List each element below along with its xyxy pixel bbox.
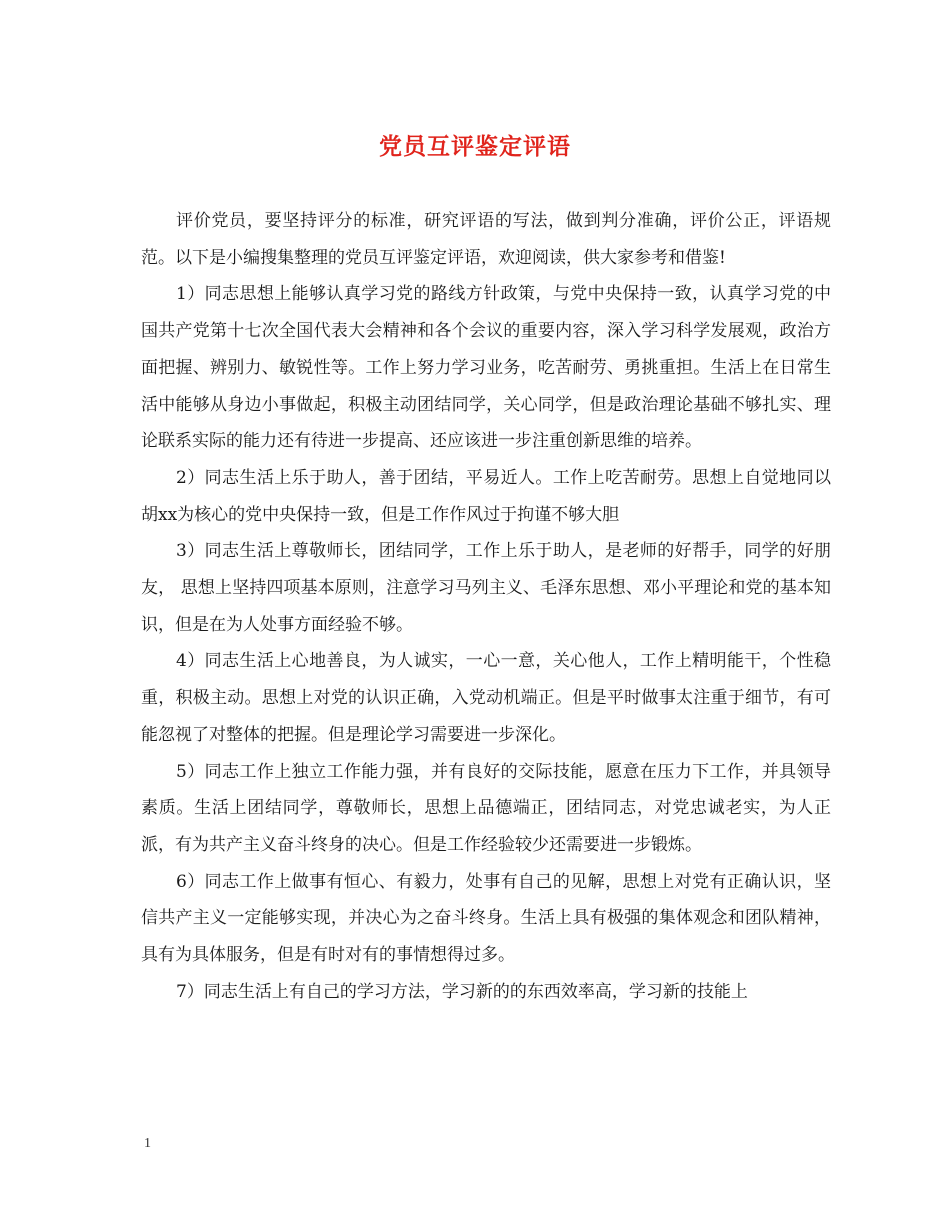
paragraph-item-6: 6）同志工作上做事有恒心、有毅力，处事有自己的见解，思想上对党有正确认识，坚信共产主义一定能够实现，并决心为之奋斗终身。生活上具有极强的集体观念和团队精神，具有为具体服务，但是有时对有的事情想得过多。 — [141, 871, 831, 966]
paragraph-item-7: 7）同志生活上有自己的学习方法，学习新的的东西效率高，学习新的技能上 — [176, 981, 748, 1002]
paragraph-item-1: 1）同志思想上能够认真学习党的路线方针政策，与党中央保持一致，认真学习党的中国共产党第十七次全国代表大会精神和各个会议的重要内容，深入学习科学发展观，政治方面把握、辨别力、敏锐性等。工作上努力学习业务，吃苦耐劳、勇挑重担。生活上在日常生活中能够从身边小事做起，积极主动团结同学，关心同学，但是政治理论基础不够扎实、理论联系实际的能力还有待进一步提高、还应该进一步注重创新思维的培养。 — [141, 284, 831, 452]
page-number: 1 — [144, 1136, 151, 1151]
paragraph-item-2: 2）同志生活上乐于助人，善于团结，平易近人。工作上吃苦耐劳。思想上自觉地同以胡xx为核心的党中央保持一致，但是工作作风过于拘谨不够大胆 — [141, 467, 831, 525]
paragraph-item-3: 3）同志生活上尊敬师长，团结同学，工作上乐于助人，是老师的好帮手，同学的好朋友， 思想上坚持四项基本原则，注意学习马列主义、毛泽东思想、邓小平理论和党的基本知识，但是在为人处事方面经验不够。 — [141, 541, 831, 635]
paragraph-item-4: 4）同志生活上心地善良，为人诚实，一心一意，关心他人，工作上精明能干，个性稳重，积极主动。思想上对党的认识正确，入党动机端正。但是平时做事太注重于细节，有可能忽视了对整体的把握。但是理论学习需要进一步深化。 — [141, 651, 831, 745]
document-body — [141, 203, 831, 1010]
document-title: 党员互评鉴定评语 — [379, 134, 571, 160]
paragraph-intro: 评价党员，要坚持评分的标准，研究评语的写法，做到判分准确，评价公正，评语规范。以下是小编搜集整理的党员互评鉴定评语，欢迎阅读，供大家参考和借鉴! — [141, 211, 831, 268]
paragraph-item-5: 5）同志工作上独立工作能力强，并有良好的交际技能，愿意在压力下工作，并具领导素质。生活上团结同学，尊敬师长，思想上品德端正，团结同志，对党忠诚老实，为人正派，有为共产主义奋斗终身的决心。但是工作经验较少还需要进一步锻炼。 — [141, 761, 831, 855]
